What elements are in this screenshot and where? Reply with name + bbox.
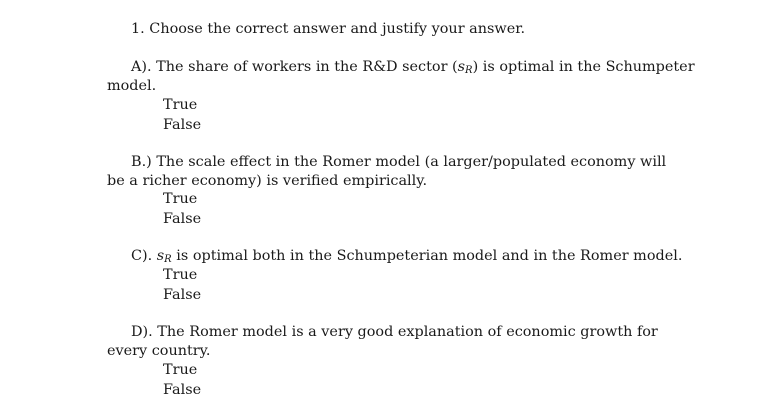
- question-a-text-end: ) is optimal in the Schumpeter: [472, 59, 695, 75]
- question-d-line-1: D). The Romer model is a very good explanation of economic growth for: [131, 324, 658, 340]
- variable-s: s: [457, 59, 466, 75]
- question-a-line-1: [131, 58, 695, 80]
- question-b-line-1: B.) The scale effect in the Romer model (a larger/populated economy will: [131, 154, 667, 170]
- question-c-option-false[interactable]: False: [163, 287, 202, 303]
- question-a-option-true[interactable]: True: [163, 97, 198, 113]
- question-a-text-start: A). The share of workers in the R&D sector (s: [131, 59, 466, 75]
- question-d-option-false[interactable]: False: [163, 382, 202, 398]
- instruction-text: 1. Choose the correct answer and justify your answer.: [131, 21, 526, 37]
- question-b-line-2: be a richer economy) is verified empirically.: [107, 173, 428, 189]
- question-b-option-false[interactable]: False: [163, 211, 202, 227]
- question-c-line-1: [131, 247, 682, 269]
- question-a-option-false[interactable]: False: [163, 117, 202, 133]
- question-c-option-true[interactable]: True: [163, 267, 198, 283]
- subscript-r: R: [465, 65, 473, 76]
- question-a-line-2: model.: [107, 78, 157, 94]
- question-d-option-true[interactable]: True: [163, 362, 198, 378]
- question-c-text-start: C). s: [131, 248, 165, 264]
- subscript-r: R: [164, 254, 172, 265]
- question-c-text-end: is optimal both in the Schumpeterian model and in the Romer model.: [171, 248, 683, 264]
- variable-s: s: [156, 248, 165, 264]
- question-b-option-true[interactable]: True: [163, 191, 198, 207]
- question-d-line-2: every country.: [107, 343, 211, 359]
